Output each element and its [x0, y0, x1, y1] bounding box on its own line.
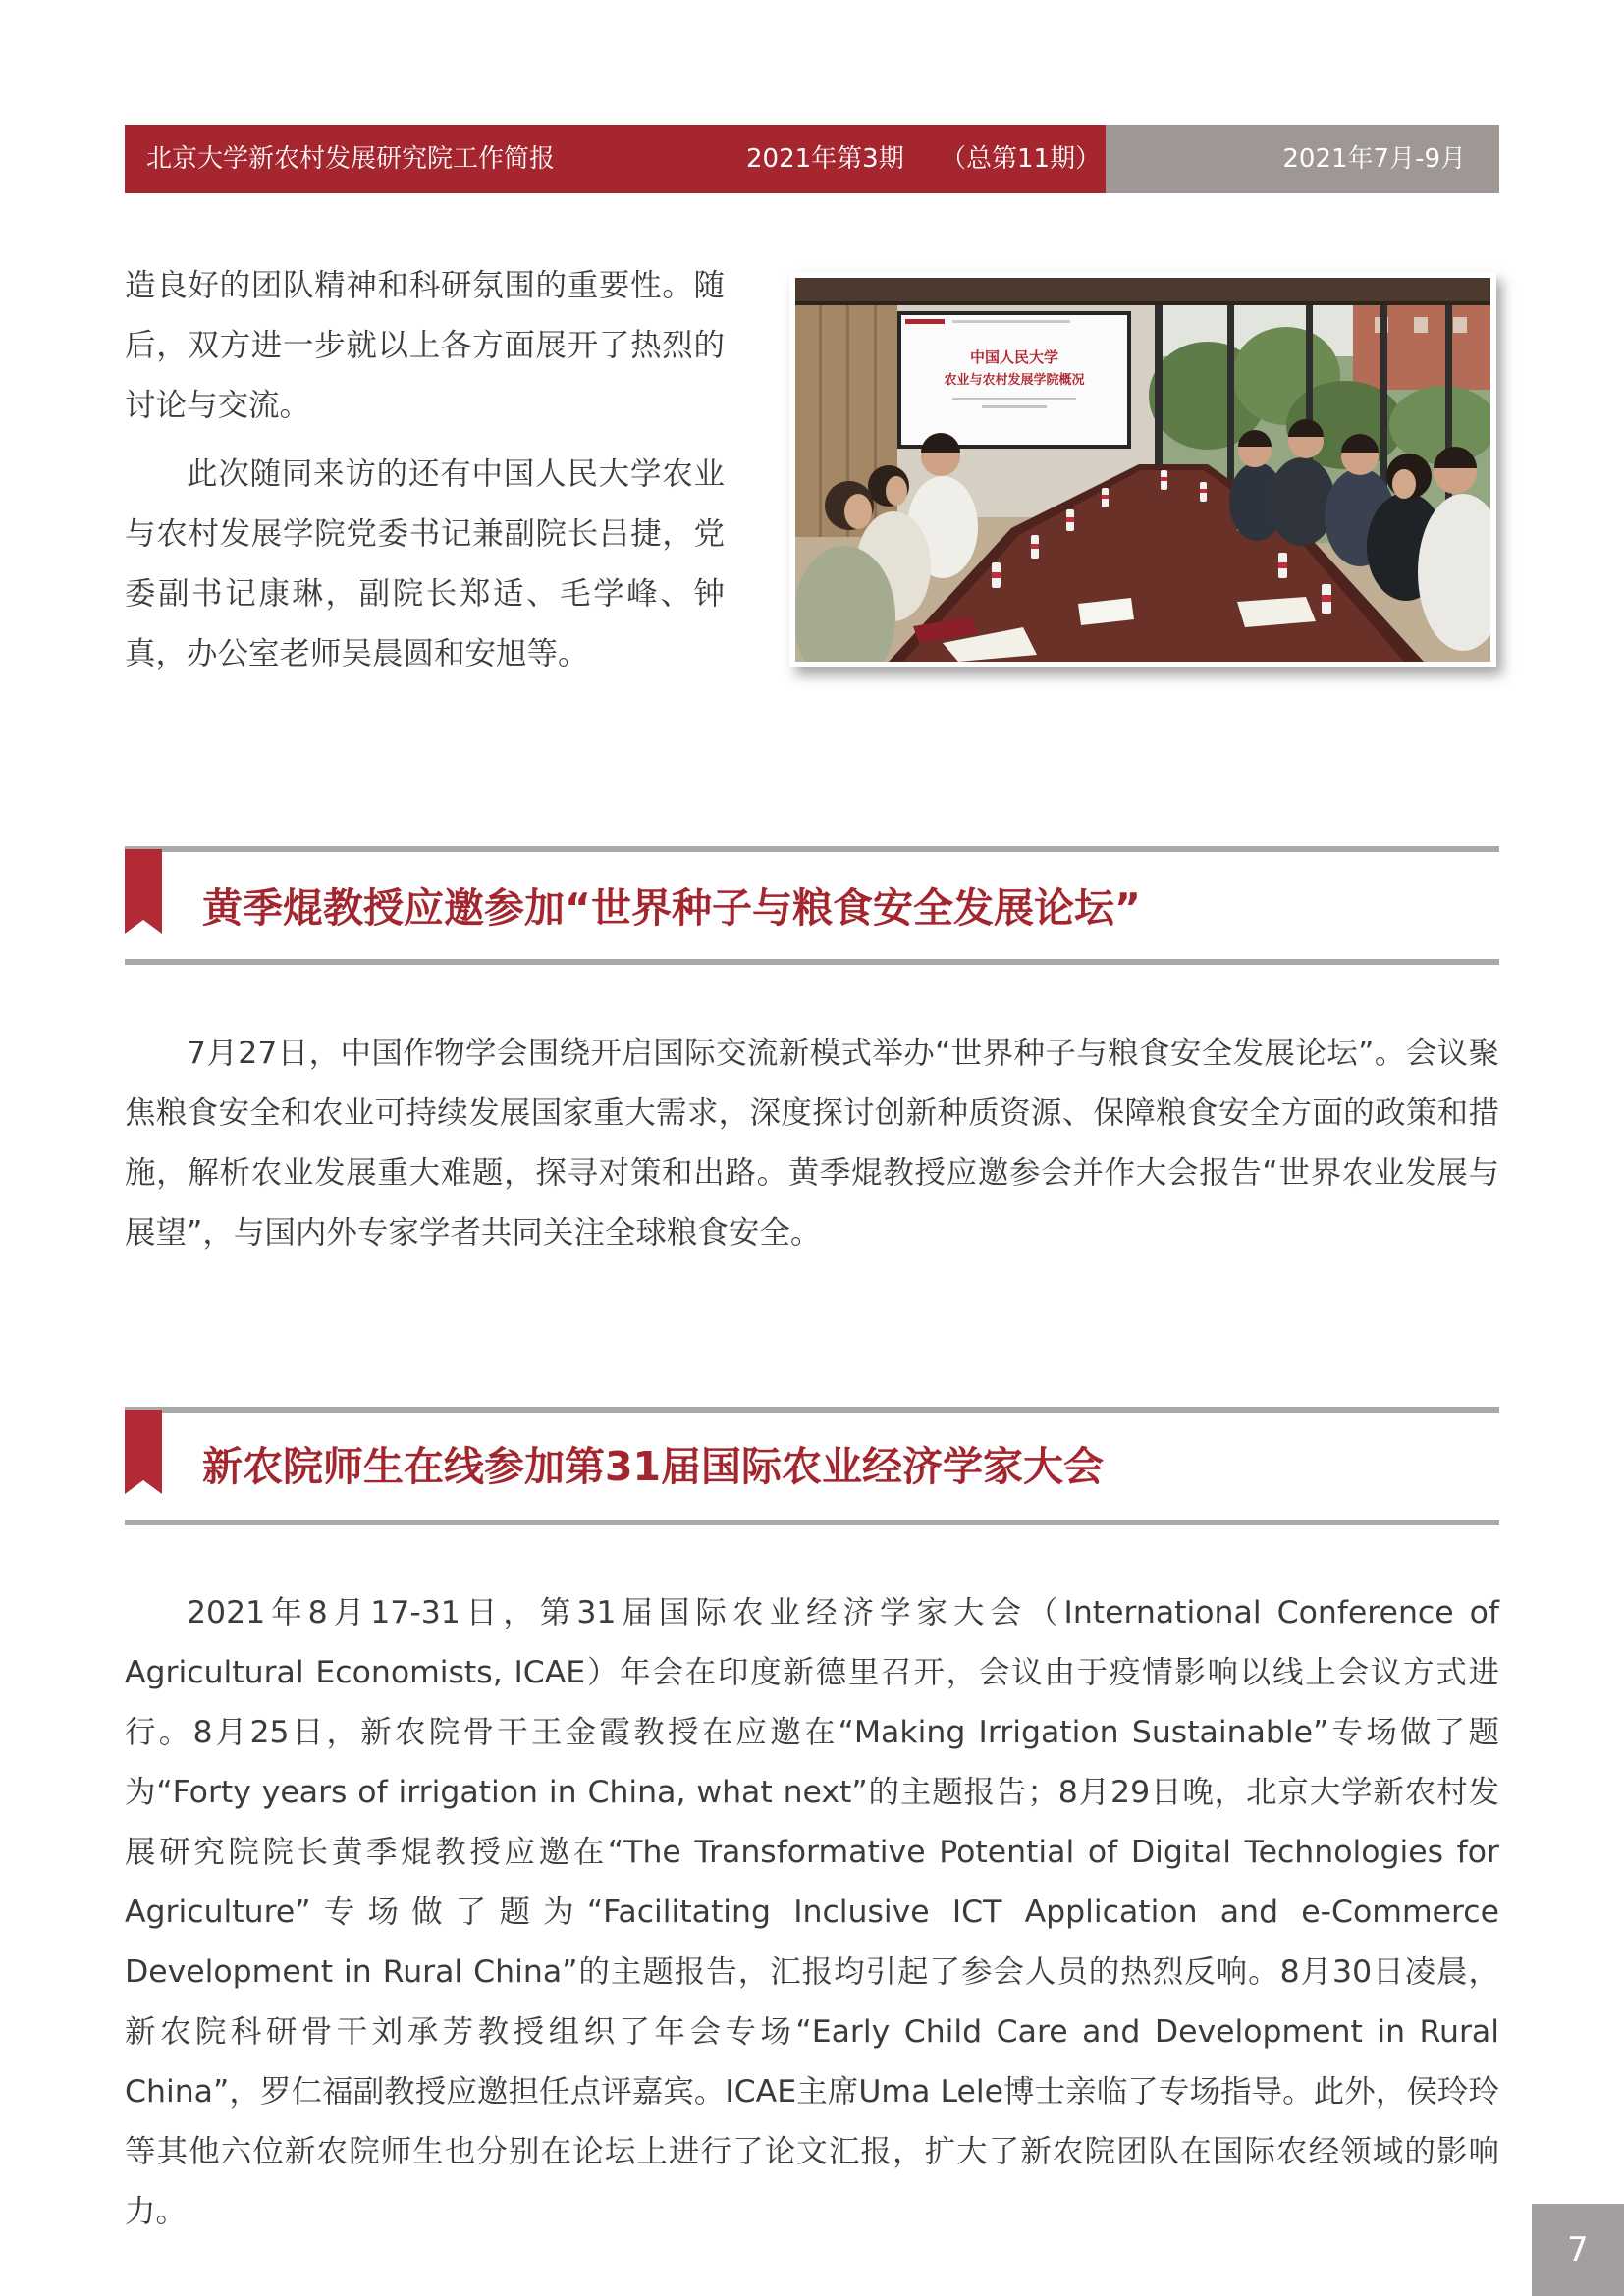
screen-title: 中国人民大学 — [969, 348, 1059, 366]
photo-projection-screen — [897, 311, 1131, 449]
screen-subtitle: 农业与农村发展学院概况 — [944, 373, 1085, 388]
photo-ceiling — [795, 278, 1490, 305]
issue-total-number: （总第11期） — [941, 144, 1102, 174]
issue-period: 2021年7月-9月 — [1282, 144, 1466, 174]
page-number: 7 — [1532, 2204, 1624, 2296]
meeting-photo-frame — [789, 272, 1496, 667]
intro-text-column — [125, 256, 725, 684]
section-top-rule — [125, 846, 1499, 852]
header-date-block — [1106, 125, 1499, 193]
section-top-rule — [125, 1407, 1499, 1413]
newsletter-title: 北京大学新农村发展研究院工作简报 — [146, 144, 556, 174]
intro-paragraph: 此次随同来访的还有中国人民大学农业与农村发展学院党委书记兼副院长吕捷，党委副书记康琳，副院长郑适、毛学峰、钟真，办公室老师吴晨圆和安旭等。 — [125, 456, 725, 671]
section-bottom-rule — [125, 1520, 1499, 1525]
section-ribbon-icon — [125, 849, 162, 934]
section-title: 黄季焜教授应邀参加“世界种子与粮食安全发展论坛” — [202, 884, 1141, 932]
section-ribbon-icon — [125, 1410, 162, 1494]
header-bar — [125, 125, 1106, 193]
issue-number: 2021年第3期 — [746, 144, 904, 174]
meeting-photo — [795, 278, 1490, 662]
section-title: 新农院师生在线参加第31届国际农业经济学家大会 — [202, 1443, 1105, 1490]
section-body: 2021年8月17-31日，第31届国际农业经济学家大会（International Conference of Agricultural Economists, ICAE）年会在印度新德里召开，会议由于疫情影响以线上会议方式进行。8月25日，新农院骨干王金霞教授在应邀在“Making Irrigation Sustainable”专场做了题为“Forty years of irrigation in China, what next”的主题报告；8月29日晚，北京大学新农村发展研究院院长黄季焜教授应邀在“The Transformative Potential of Digital Technologies for Agriculture”专场做了题为“Facilitating Inclusive ICT Application and e-Commerce Development in Rural China”的主题报告，汇报均引起了参会人员的热烈反响。8月30日凌晨，新农院科研骨干刘承芳教授组织了年会专场“Early Child Care and Development in Rural China”，罗仁福副教授应邀担任点评嘉宾。ICAE主席Uma Lele博士亲临了专场指导。此外，侯玲玲等其他六位新农院师生也分别在论坛上进行了论文汇报，扩大了新农院团队在国际农经领域的影响力。 — [125, 1595, 1499, 2229]
section-bottom-rule — [125, 959, 1499, 965]
section-body: 7月27日，中国作物学会围绕开启国际交流新模式举办“世界种子与粮食安全发展论坛”。会议聚焦粮食安全和农业可持续发展国家重大需求，深度探讨创新种质资源、保障粮食安全方面的政策和措施，解析农业发展重大难题，探寻对策和出路。黄季焜教授应邀参会并作大会报告“世界农业发展与展望”，与国内外专家学者共同关注全球粮食安全。 — [125, 1036, 1499, 1251]
intro-paragraph: 造良好的团队精神和科研氛围的重要性。随后，双方进一步就以上各方面展开了热烈的讨论与交流。 — [125, 268, 725, 423]
